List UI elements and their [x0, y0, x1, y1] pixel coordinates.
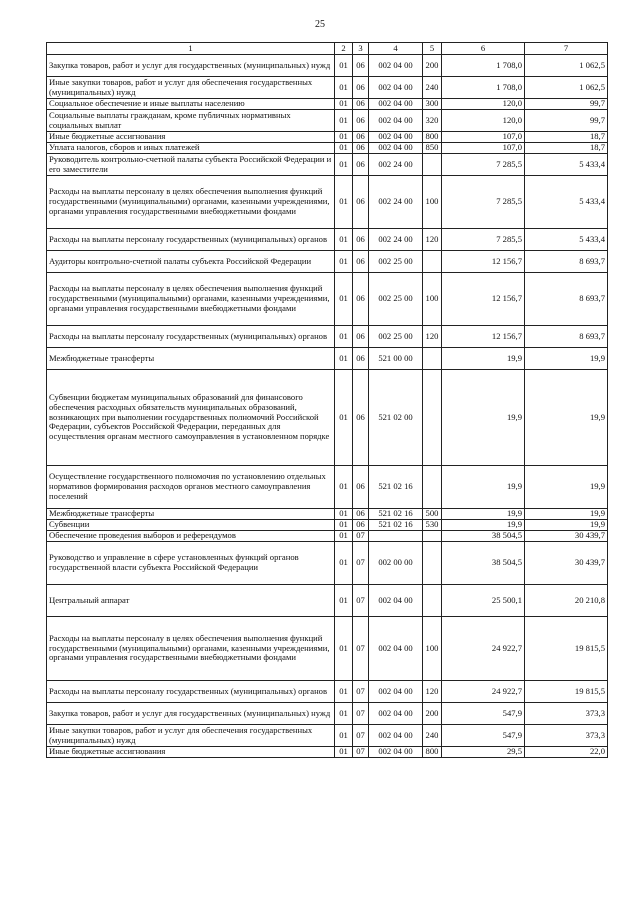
table-row	[47, 703, 608, 725]
amount-executed: 99,7	[525, 110, 608, 132]
column-header: 7	[525, 43, 608, 55]
amount-executed: 19,9	[525, 348, 608, 370]
expense-name: Иные бюджетные ассигнования	[47, 747, 335, 758]
expense-type-code	[423, 531, 442, 542]
target-article-code	[369, 531, 423, 542]
section-code: 01	[335, 509, 353, 520]
expense-type-code: 100	[423, 176, 442, 229]
amount-planned: 120,0	[442, 110, 525, 132]
amount-executed: 19 815,5	[525, 681, 608, 703]
subsection-code: 06	[353, 509, 369, 520]
amount-executed: 19,9	[525, 370, 608, 466]
expense-name: Межбюджетные трансферты	[47, 509, 335, 520]
table-row	[47, 55, 608, 77]
target-article-code: 002 04 00	[369, 703, 423, 725]
amount-planned: 120,0	[442, 99, 525, 110]
subsection-code: 06	[353, 110, 369, 132]
section-code: 01	[335, 370, 353, 466]
expense-name: Межбюджетные трансферты	[47, 348, 335, 370]
target-article-code: 002 24 00	[369, 229, 423, 251]
expense-name: Иные закупки товаров, работ и услуг для обеспечения государственных (муниципальных) нужд	[47, 725, 335, 747]
section-code: 01	[335, 176, 353, 229]
expense-name: Расходы на выплаты персоналу в целях обеспечения выполнения функций государственными (муниципальными) органами, казенными учреждениями, органами управления государственными внебюджетными фондами	[47, 617, 335, 681]
amount-planned: 1 708,0	[442, 77, 525, 99]
amount-planned: 107,0	[442, 143, 525, 154]
amount-executed: 1 062,5	[525, 55, 608, 77]
table-row	[47, 77, 608, 99]
table-row	[47, 531, 608, 542]
target-article-code: 002 04 00	[369, 77, 423, 99]
section-code: 01	[335, 681, 353, 703]
amount-executed: 8 693,7	[525, 251, 608, 273]
subsection-code: 06	[353, 251, 369, 273]
subsection-code: 06	[353, 143, 369, 154]
amount-planned: 7 285,5	[442, 229, 525, 251]
target-article-code: 002 04 00	[369, 110, 423, 132]
expense-name: Расходы на выплаты персоналу в целях обеспечения выполнения функций государственными (муниципальными) органами, казенными учреждениями, органами управления государственными внебюджетными фондами	[47, 273, 335, 326]
section-code: 01	[335, 229, 353, 251]
section-code: 01	[335, 99, 353, 110]
column-header: 1	[47, 43, 335, 55]
amount-executed: 30 439,7	[525, 531, 608, 542]
expense-name: Расходы на выплаты персоналу в целях обеспечения выполнения функций государственными (муниципальными) органами, казенными учреждениями, органами управления государственными внебюджетными фондами	[47, 176, 335, 229]
table-row	[47, 348, 608, 370]
expense-type-code: 500	[423, 509, 442, 520]
expense-name: Субвенции бюджетам муниципальных образований для финансового обеспечения расходных обязательств муниципальных образований, возникающих при выполнении государственных полномочий Российской Федерации, субъектов Российской Федерации, переданных для осуществления органам местного самоуправления в установленном порядке	[47, 370, 335, 466]
section-code: 01	[335, 154, 353, 176]
table-row	[47, 509, 608, 520]
expense-name: Аудиторы контрольно-счетной палаты субъекта Российской Федерации	[47, 251, 335, 273]
subsection-code: 07	[353, 617, 369, 681]
subsection-code: 06	[353, 326, 369, 348]
amount-planned: 38 504,5	[442, 531, 525, 542]
amount-executed: 373,3	[525, 725, 608, 747]
expense-type-code: 300	[423, 99, 442, 110]
amount-planned: 19,9	[442, 348, 525, 370]
amount-planned: 29,5	[442, 747, 525, 758]
amount-executed: 5 433,4	[525, 176, 608, 229]
subsection-code: 07	[353, 725, 369, 747]
amount-executed: 19,9	[525, 520, 608, 531]
expense-type-code: 530	[423, 520, 442, 531]
amount-planned: 19,9	[442, 520, 525, 531]
section-code: 01	[335, 725, 353, 747]
amount-executed: 18,7	[525, 143, 608, 154]
column-header: 2	[335, 43, 353, 55]
expense-name: Осуществление государственного полномочия по установлению отдельных нормативов формирования расходов органов местного самоуправления поселений	[47, 466, 335, 509]
subsection-code: 06	[353, 229, 369, 251]
amount-planned: 19,9	[442, 466, 525, 509]
expense-type-code: 100	[423, 273, 442, 326]
table-row	[47, 132, 608, 143]
amount-planned: 1 708,0	[442, 55, 525, 77]
expense-name: Закупка товаров, работ и услуг для государственных (муниципальных) нужд	[47, 703, 335, 725]
expense-name: Руководство и управление в сфере установленных функций органов государственной власти субъекта Российской Федерации	[47, 542, 335, 585]
section-code: 01	[335, 55, 353, 77]
amount-planned: 547,9	[442, 725, 525, 747]
expense-name: Расходы на выплаты персоналу государственных (муниципальных) органов	[47, 326, 335, 348]
amount-executed: 18,7	[525, 132, 608, 143]
subsection-code: 06	[353, 273, 369, 326]
table-row	[47, 542, 608, 585]
amount-executed: 8 693,7	[525, 326, 608, 348]
section-code: 01	[335, 542, 353, 585]
section-code: 01	[335, 77, 353, 99]
table-row	[47, 747, 608, 758]
amount-executed: 1 062,5	[525, 77, 608, 99]
expense-name: Иные бюджетные ассигнования	[47, 132, 335, 143]
expense-type-code	[423, 154, 442, 176]
amount-planned: 12 156,7	[442, 251, 525, 273]
amount-executed: 8 693,7	[525, 273, 608, 326]
amount-planned: 38 504,5	[442, 542, 525, 585]
subsection-code: 06	[353, 370, 369, 466]
expense-type-code: 120	[423, 229, 442, 251]
target-article-code: 002 04 00	[369, 585, 423, 617]
expense-type-code: 200	[423, 703, 442, 725]
table-row	[47, 681, 608, 703]
section-code: 01	[335, 110, 353, 132]
section-code: 01	[335, 251, 353, 273]
expense-type-code	[423, 370, 442, 466]
subsection-code: 06	[353, 348, 369, 370]
section-code: 01	[335, 273, 353, 326]
amount-executed: 20 210,8	[525, 585, 608, 617]
table-row	[47, 273, 608, 326]
expense-type-code: 200	[423, 55, 442, 77]
table-row	[47, 99, 608, 110]
section-code: 01	[335, 132, 353, 143]
expense-name: Иные закупки товаров, работ и услуг для обеспечения государственных (муниципальных) нужд	[47, 77, 335, 99]
expense-type-code	[423, 585, 442, 617]
expense-type-code: 800	[423, 132, 442, 143]
table-row	[47, 466, 608, 509]
table-row	[47, 370, 608, 466]
target-article-code: 002 04 00	[369, 132, 423, 143]
target-article-code: 002 24 00	[369, 154, 423, 176]
target-article-code: 002 04 00	[369, 99, 423, 110]
subsection-code: 07	[353, 531, 369, 542]
expense-name: Расходы на выплаты персоналу государственных (муниципальных) органов	[47, 229, 335, 251]
column-header: 3	[353, 43, 369, 55]
amount-planned: 25 500,1	[442, 585, 525, 617]
amount-planned: 107,0	[442, 132, 525, 143]
amount-executed: 99,7	[525, 99, 608, 110]
expense-name: Расходы на выплаты персоналу государственных (муниципальных) органов	[47, 681, 335, 703]
subsection-code: 07	[353, 681, 369, 703]
table-row	[47, 585, 608, 617]
subsection-code: 06	[353, 176, 369, 229]
amount-executed: 30 439,7	[525, 542, 608, 585]
target-article-code: 002 04 00	[369, 725, 423, 747]
subsection-code: 06	[353, 99, 369, 110]
expense-type-code	[423, 348, 442, 370]
expense-type-code: 850	[423, 143, 442, 154]
target-article-code: 002 04 00	[369, 143, 423, 154]
target-article-code: 002 04 00	[369, 55, 423, 77]
amount-executed: 19,9	[525, 509, 608, 520]
target-article-code: 521 00 00	[369, 348, 423, 370]
section-code: 01	[335, 143, 353, 154]
section-code: 01	[335, 585, 353, 617]
table-header-row	[47, 43, 608, 55]
page-number: 25	[315, 19, 325, 30]
amount-planned: 24 922,7	[442, 681, 525, 703]
subsection-code: 07	[353, 747, 369, 758]
section-code: 01	[335, 617, 353, 681]
amount-planned: 7 285,5	[442, 154, 525, 176]
amount-executed: 5 433,4	[525, 154, 608, 176]
expense-name: Обеспечение проведения выборов и референдумов	[47, 531, 335, 542]
expense-name: Социальное обеспечение и иные выплаты населению	[47, 99, 335, 110]
expense-name: Руководитель контрольно-счетной палаты субъекта Российской Федерации и его заместители	[47, 154, 335, 176]
target-article-code: 521 02 16	[369, 466, 423, 509]
table-row	[47, 251, 608, 273]
expense-name: Центральный аппарат	[47, 585, 335, 617]
expense-type-code: 240	[423, 77, 442, 99]
expense-type-code	[423, 251, 442, 273]
expense-type-code: 120	[423, 326, 442, 348]
amount-planned: 12 156,7	[442, 326, 525, 348]
target-article-code: 002 25 00	[369, 251, 423, 273]
amount-planned: 24 922,7	[442, 617, 525, 681]
table-row	[47, 725, 608, 747]
target-article-code: 521 02 16	[369, 520, 423, 531]
target-article-code: 002 04 00	[369, 617, 423, 681]
section-code: 01	[335, 348, 353, 370]
section-code: 01	[335, 466, 353, 509]
expense-type-code: 100	[423, 617, 442, 681]
subsection-code: 07	[353, 703, 369, 725]
section-code: 01	[335, 520, 353, 531]
expense-name: Уплата налогов, сборов и иных платежей	[47, 143, 335, 154]
expense-name: Закупка товаров, работ и услуг для государственных (муниципальных) нужд	[47, 55, 335, 77]
target-article-code: 521 02 00	[369, 370, 423, 466]
table-row	[47, 154, 608, 176]
subsection-code: 06	[353, 132, 369, 143]
table-row	[47, 520, 608, 531]
table-row	[47, 229, 608, 251]
subsection-code: 07	[353, 542, 369, 585]
section-code: 01	[335, 326, 353, 348]
target-article-code: 002 04 00	[369, 747, 423, 758]
budget-table	[46, 42, 608, 758]
amount-planned: 19,9	[442, 370, 525, 466]
amount-planned: 12 156,7	[442, 273, 525, 326]
expense-name: Социальные выплаты гражданам, кроме публичных нормативных социальных выплат	[47, 110, 335, 132]
table-row	[47, 143, 608, 154]
expense-type-code	[423, 466, 442, 509]
amount-planned: 7 285,5	[442, 176, 525, 229]
subsection-code: 06	[353, 520, 369, 531]
column-header: 5	[423, 43, 442, 55]
expense-type-code: 240	[423, 725, 442, 747]
amount-planned: 19,9	[442, 509, 525, 520]
target-article-code: 002 25 00	[369, 273, 423, 326]
amount-executed: 19,9	[525, 466, 608, 509]
subsection-code: 06	[353, 55, 369, 77]
subsection-code: 06	[353, 77, 369, 99]
expense-type-code: 120	[423, 681, 442, 703]
amount-executed: 373,3	[525, 703, 608, 725]
expense-type-code: 800	[423, 747, 442, 758]
amount-executed: 22,0	[525, 747, 608, 758]
column-header: 4	[369, 43, 423, 55]
target-article-code: 521 02 16	[369, 509, 423, 520]
target-article-code: 002 24 00	[369, 176, 423, 229]
section-code: 01	[335, 531, 353, 542]
expense-name: Субвенции	[47, 520, 335, 531]
table-row	[47, 326, 608, 348]
section-code: 01	[335, 747, 353, 758]
target-article-code: 002 25 00	[369, 326, 423, 348]
subsection-code: 06	[353, 466, 369, 509]
column-header: 6	[442, 43, 525, 55]
amount-planned: 547,9	[442, 703, 525, 725]
table-row	[47, 110, 608, 132]
subsection-code: 06	[353, 154, 369, 176]
table-body	[47, 55, 608, 758]
expense-type-code	[423, 542, 442, 585]
subsection-code: 07	[353, 585, 369, 617]
expense-type-code: 320	[423, 110, 442, 132]
target-article-code: 002 00 00	[369, 542, 423, 585]
amount-executed: 19 815,5	[525, 617, 608, 681]
table-row	[47, 617, 608, 681]
section-code: 01	[335, 703, 353, 725]
table-row	[47, 176, 608, 229]
amount-executed: 5 433,4	[525, 229, 608, 251]
target-article-code: 002 04 00	[369, 681, 423, 703]
